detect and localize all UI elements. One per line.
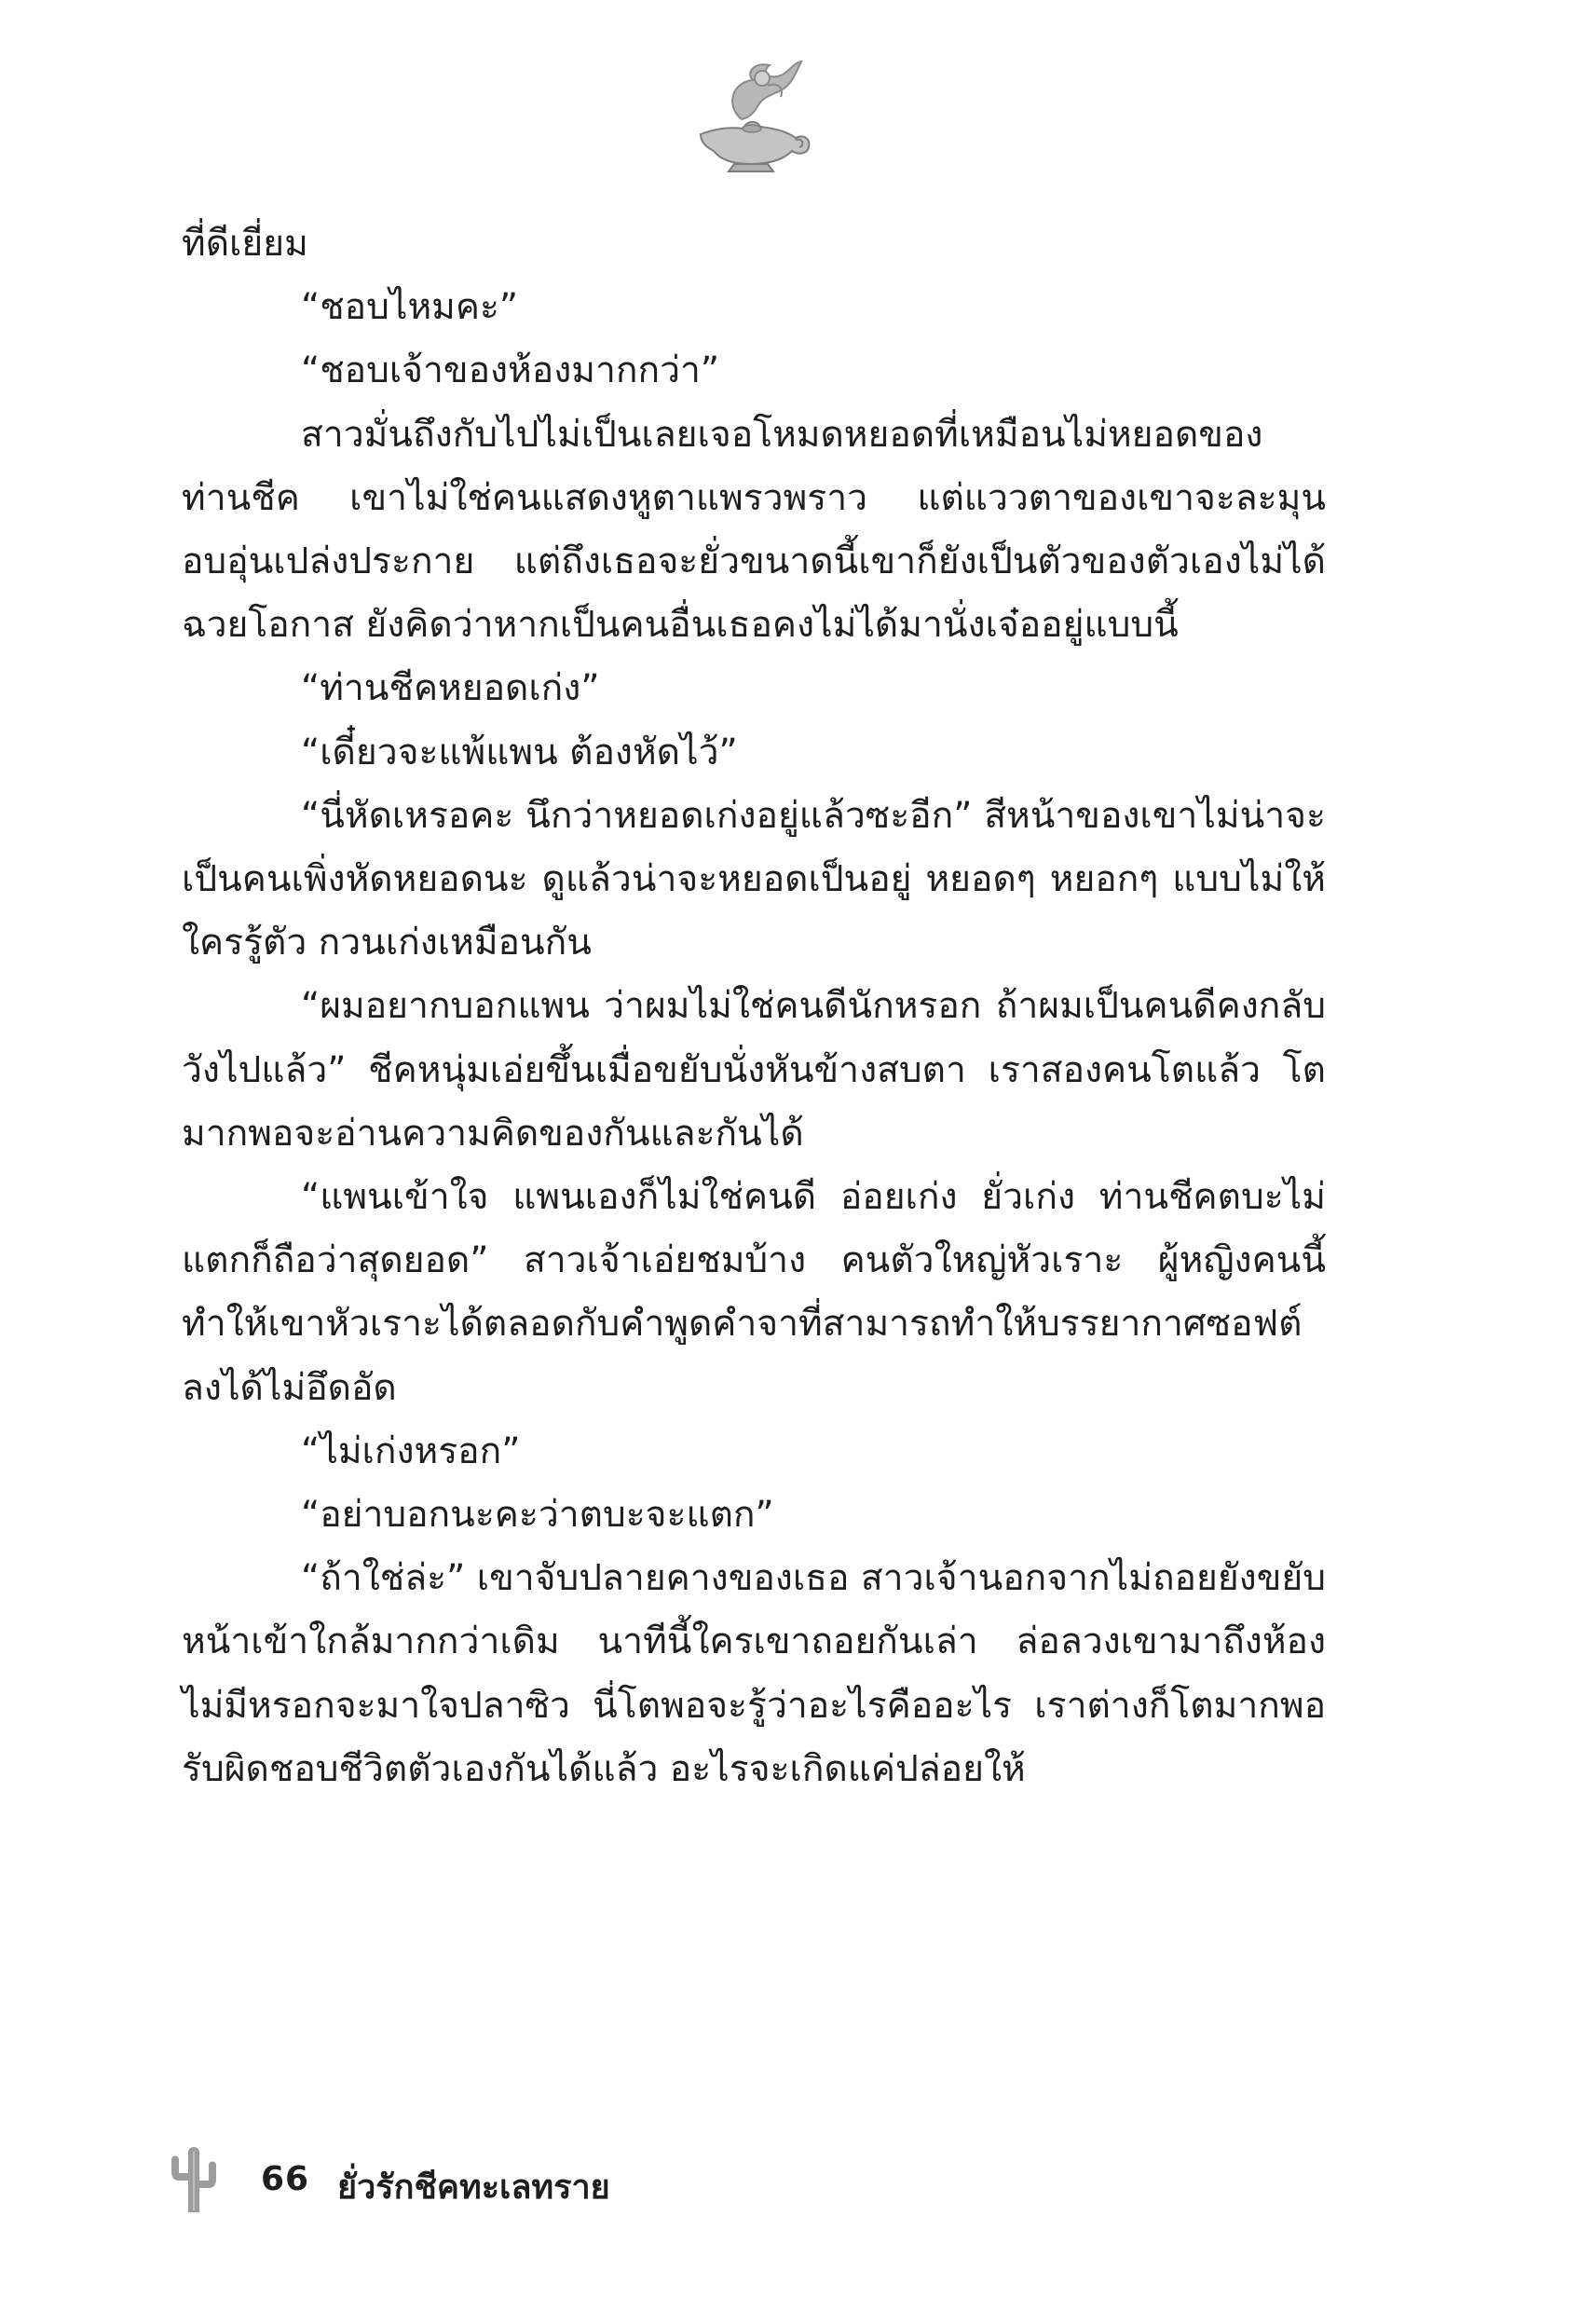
page-footer bbox=[168, 2140, 820, 2214]
genie-lamp-icon bbox=[688, 54, 818, 175]
paragraph: ที่ดีเยี่ยม bbox=[182, 223, 308, 265]
paragraph: “อย่าบอกนะคะว่าตบะจะแตก” bbox=[301, 1494, 774, 1537]
paragraph: “ไม่เก่งหรอก” bbox=[301, 1429, 521, 1472]
paragraph: “ผมอยากบอกแพน ว่าผมไม่ใช่คนดีนักหรอก ถ้าผมเป็นคนดีคงกลับวังไปแล้ว” ชีคหนุ่มเอ่ยขึ้นเมื่อขยับนั่งหันข้างสบตา เราสองคนโตแล้ว โตมากพอจะอ่านความคิดของกันและกันได้ bbox=[182, 985, 1326, 1155]
cactus-icon bbox=[168, 2140, 222, 2214]
paragraph: สาวมั่นถึงกับไปไม่เป็นเลยเจอโหมดหยอดที่เหมือนไม่หยอดของท่านชีค เขาไม่ใช่คนแสดงหูตาแพรวพราว แต่แววตาของเขาจะละมุนอบอุ่นเปล่งประกาย แต่ถึงเธอจะยั่วขนาดนี้เขาก็ยังเป็นตัวของตัวเองไม่ได้ฉวยโอกาส ยังคิดว่าหากเป็นคนอื่นเธอคงไม่ได้มานั่งเจ๋ออยู่แบบนี้ bbox=[182, 413, 1326, 647]
paragraph: “เดี๋ยวจะแพ้แพน ต้องหัดไว้” bbox=[301, 731, 738, 773]
paragraph: “ท่านชีคหยอดเก่ง” bbox=[301, 667, 600, 710]
paragraph: “ชอบเจ้าของห้องมากกว่า” bbox=[301, 349, 720, 392]
paragraph: “แพนเข้าใจ แพนเองก็ไม่ใช่คนดี อ่อยเก่ง ยั่วเก่ง ท่านชีคตบะไม่แตกก็ถือว่าสุดยอด” สาวเจ้าเอ่ยชมบ้าง คนตัวใหญ่หัวเราะ ผู้หญิงคนนี้ทำให้เขาหัวเราะได้ตลอดกับคำพูดคำจาที่สามารถทำให้บรรยากาศซอฟต์ลงได้ไม่อึดอัด bbox=[182, 1176, 1326, 1409]
body-text bbox=[182, 212, 1326, 1801]
paragraph: “ถ้าใช่ล่ะ” เขาจับปลายคางของเธอ สาวเจ้านอกจากไม่ถอยยังขยับหน้าเข้าใกล้มากกว่าเดิม นาทีนี้ใครเขาถอยกันเล่า ล่อลวงเขามาถึงห้องไม่มีหรอกจะมาใจปลาซิว นี่โตพอจะรู้ว่าอะไรคืออะไร เราต่างก็โตมากพอรับผิดชอบชีวิตตัวเองกันได้แล้ว อะไรจะเกิดแค่ปล่อยให้ bbox=[182, 1557, 1326, 1790]
page-number: 66 bbox=[261, 2160, 310, 2198]
book-title: ยั่วรักชีคทะเลทราย bbox=[337, 2168, 610, 2207]
paragraph: “นี่หัดเหรอคะ นึกว่าหยอดเก่งอยู่แล้วซะอีก” สีหน้าของเขาไม่น่าจะเป็นคนเพิ่งหัดหยอดนะ ดูแล้วน่าจะหยอดเป็นอยู่ หยอดๆ หยอกๆ แบบไม่ให้ใครรู้ตัว กวนเก่งเหมือนกัน bbox=[182, 794, 1326, 964]
paragraph: “ชอบไหมคะ” bbox=[301, 286, 519, 329]
